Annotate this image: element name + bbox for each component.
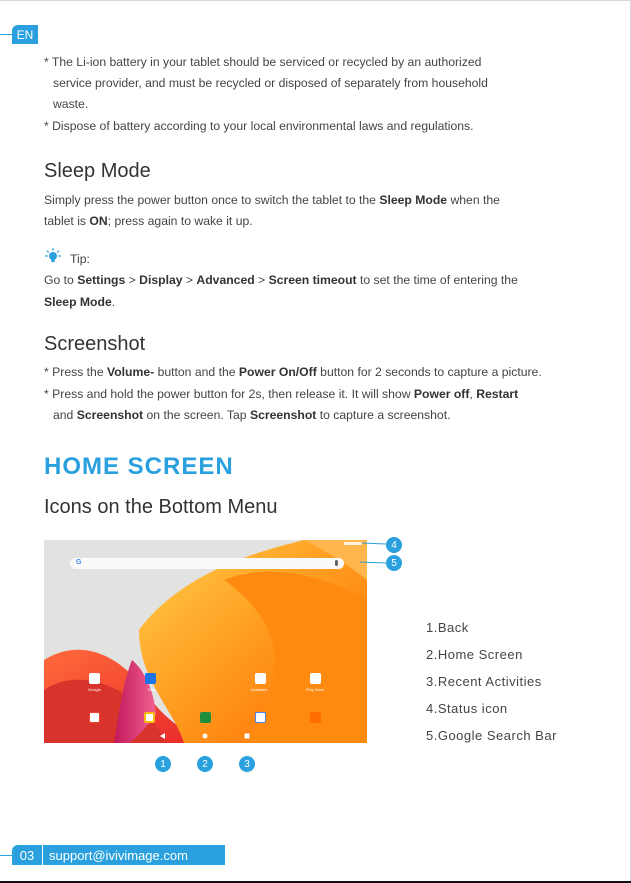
app-label-play-store: Play Store xyxy=(306,687,325,692)
sleep-mode-heading: Sleep Mode xyxy=(44,160,151,182)
page-border-top xyxy=(0,0,631,1)
tip-text-line-1: Go to Settings > Display > Advanced > Screen timeout to set the time of entering the xyxy=(44,273,518,287)
lang-tab-stem xyxy=(0,34,12,35)
legend-item-home-screen: 2.Home Screen xyxy=(426,647,523,662)
google-folder-icon[interactable] xyxy=(89,673,100,684)
sleep-mode-text-line-2: tablet is ON; press again to wake it up. xyxy=(44,214,253,228)
home-icon[interactable] xyxy=(202,733,208,739)
legend-item-status-icon: 4.Status icon xyxy=(426,701,508,716)
page-number: 03 xyxy=(12,845,43,865)
screenshot-text-line-1: * Press the Volume- button and the Power On/Off button for 2 seconds to capture a picture. xyxy=(44,365,542,379)
play-store-icon[interactable] xyxy=(310,673,321,684)
microphone-icon[interactable] xyxy=(335,560,338,566)
legend-item-recent-activities: 3.Recent Activities xyxy=(426,674,542,689)
battery-note-line-2: service provider, and must be recycled or disposed of separately from household xyxy=(53,76,488,90)
assistant-icon[interactable] xyxy=(255,673,266,684)
support-email[interactable]: support@ivivimage.com xyxy=(49,847,188,863)
callout-3: 3 xyxy=(239,756,255,772)
recent-apps-icon[interactable] xyxy=(244,733,250,739)
legend-item-google-search-bar: 5.Google Search Bar xyxy=(426,728,557,743)
screenshot-text-line-2: * Press and hold the power button for 2s, then release it. It will show Power off, Restart xyxy=(44,387,519,401)
tip-text-line-2: Sleep Mode. xyxy=(44,295,116,309)
app-label-duo: Duo xyxy=(148,687,156,692)
tablet-home-screenshot xyxy=(44,540,367,743)
back-icon[interactable] xyxy=(160,733,166,739)
footer-stem xyxy=(0,855,12,856)
language-tab: EN xyxy=(12,25,38,44)
settings-icon[interactable] xyxy=(200,712,211,723)
callout-2: 2 xyxy=(197,756,213,772)
app-label-google: Google xyxy=(88,687,101,692)
screenshot-text-line-3: and Screenshot on the screen. Tap Screenshot to capture a screenshot. xyxy=(53,408,451,422)
google-app-icon[interactable] xyxy=(255,712,266,723)
home-screen-heading: HOME SCREEN xyxy=(44,453,234,480)
app-label-assistant: Assistant xyxy=(251,687,268,692)
gmail-icon[interactable] xyxy=(89,712,100,723)
callout-5: 5 xyxy=(386,555,402,571)
google-g-icon: G xyxy=(76,559,82,566)
lightbulb-icon xyxy=(45,248,61,264)
bottom-menu-subheading: Icons on the Bottom Menu xyxy=(44,496,278,518)
footer-bar xyxy=(12,845,225,865)
battery-note-line-3: waste. xyxy=(53,97,89,111)
screenshot-heading: Screenshot xyxy=(44,333,146,355)
chrome-icon[interactable] xyxy=(144,712,155,723)
battery-note-line-4: * Dispose of battery according to your local environmental laws and regulations. xyxy=(44,119,474,133)
sleep-mode-text-line-1: Simply press the power button once to switch the tablet to the Sleep Mode when the xyxy=(44,193,500,207)
callout-1: 1 xyxy=(155,756,171,772)
legend-item-back: 1.Back xyxy=(426,620,469,635)
battery-note-line-1: * The Li-ion battery in your tablet should be serviced or recycled by an authorized xyxy=(44,55,482,69)
google-search-bar[interactable] xyxy=(70,558,344,569)
callout-4: 4 xyxy=(386,537,402,553)
duo-icon[interactable] xyxy=(145,673,156,684)
camera-icon[interactable] xyxy=(310,712,321,723)
tip-label: Tip: xyxy=(70,252,90,266)
